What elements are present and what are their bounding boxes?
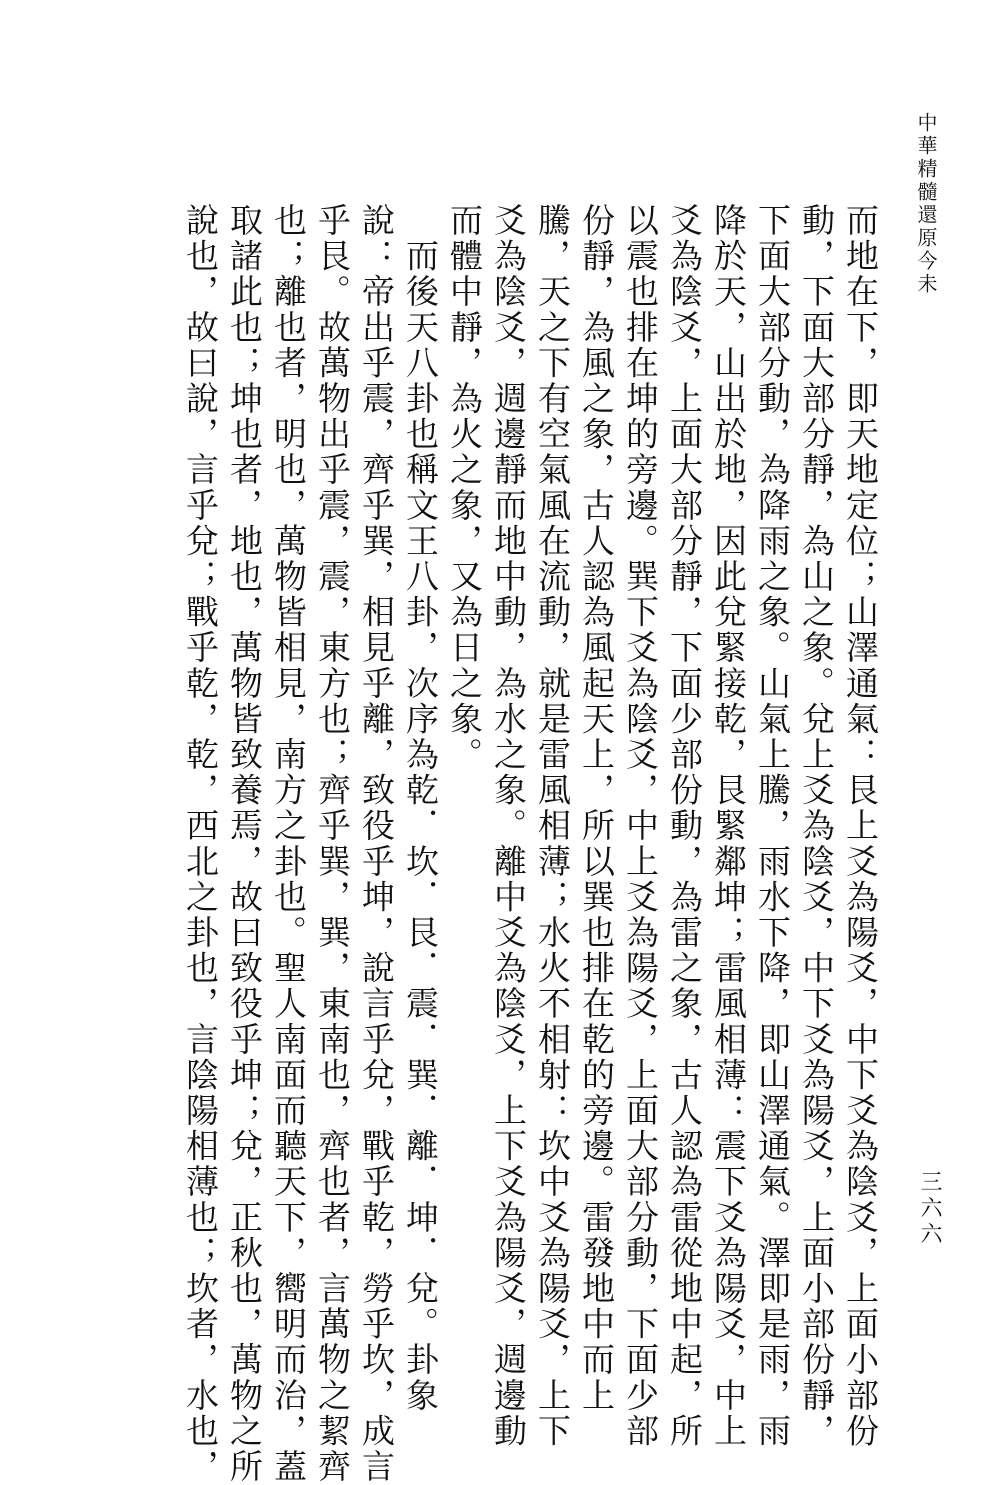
text-line: 份靜，為風之象，古人認為風起天上，所以巽也排在乾的旁邊。雷發地中而上 xyxy=(577,203,616,1414)
text-line: 以震也排在坤的旁邊。巽下爻為陰爻，中上爻為陽爻，上面大部分動，下面少部 xyxy=(621,203,660,1449)
text-line: 爻為陰爻，上面大部分靜，下面少部份動，為雷之象，古人認為雷從地中起，所 xyxy=(665,203,704,1449)
text-line: 爻為陰爻，週邊靜而地中動，為水之象。離中爻為陰爻，上下爻為陽爻，週邊動 xyxy=(489,203,528,1449)
text-line: 乎艮。故萬物出乎震，震，東方也；齊乎巽，巽，東南也，齊也者，言萬物之絜齊 xyxy=(313,203,352,1485)
text-line: 也；離也者，明也，萬物皆相見，南方之卦也。聖人南面而聽天下，嚮明而治，蓋 xyxy=(269,203,308,1485)
text-line: 而地在下，即天地定位；山澤通氣：艮上爻為陽爻，中下爻為陰爻，上面小部份 xyxy=(841,203,880,1449)
running-header: 中華精髓還原今未 xyxy=(914,112,938,296)
text-line: 取諸此也；坤也者，地也，萬物皆致養焉，故曰致役乎坤；兌，正秋也，萬物之所 xyxy=(225,203,264,1485)
text-line: 騰，天之下有空氣風在流動，就是雷風相薄；水火不相射：坎中爻為陽爻，上下 xyxy=(533,203,572,1449)
text-line: 動，下面大部分靜，為山之象。兌上爻為陰爻，中下爻為陽爻，上面小部份靜， xyxy=(797,203,836,1449)
text-line: 而體中靜，為火之象，又為日之象。 xyxy=(445,203,484,773)
text-line: 說：帝出乎震，齊乎巽，相見乎離，致役乎坤，說言乎兌，戰乎乾，勞乎坎，成言 xyxy=(357,203,396,1485)
text-line: 說也，故曰說，言乎兌；戰乎乾，乾，西北之卦也，言陰陽相薄也；坎者，水也， xyxy=(181,203,220,1485)
page-number: 三六六 xyxy=(917,1170,942,1248)
text-line: 降於天，山出於地，因此兌緊接乾，艮緊鄰坤；雷風相薄：震下爻為陽爻，中上 xyxy=(709,203,748,1449)
text-line: 下面大部分動，為降雨之象。山氣上騰，雨水下降，即山澤通氣。澤即是雨，雨 xyxy=(753,203,792,1449)
text-line: 而後天八卦也稱文王八卦，次序為乾．坎．艮．震．巽．離．坤．兌。卦象 xyxy=(401,203,440,1414)
